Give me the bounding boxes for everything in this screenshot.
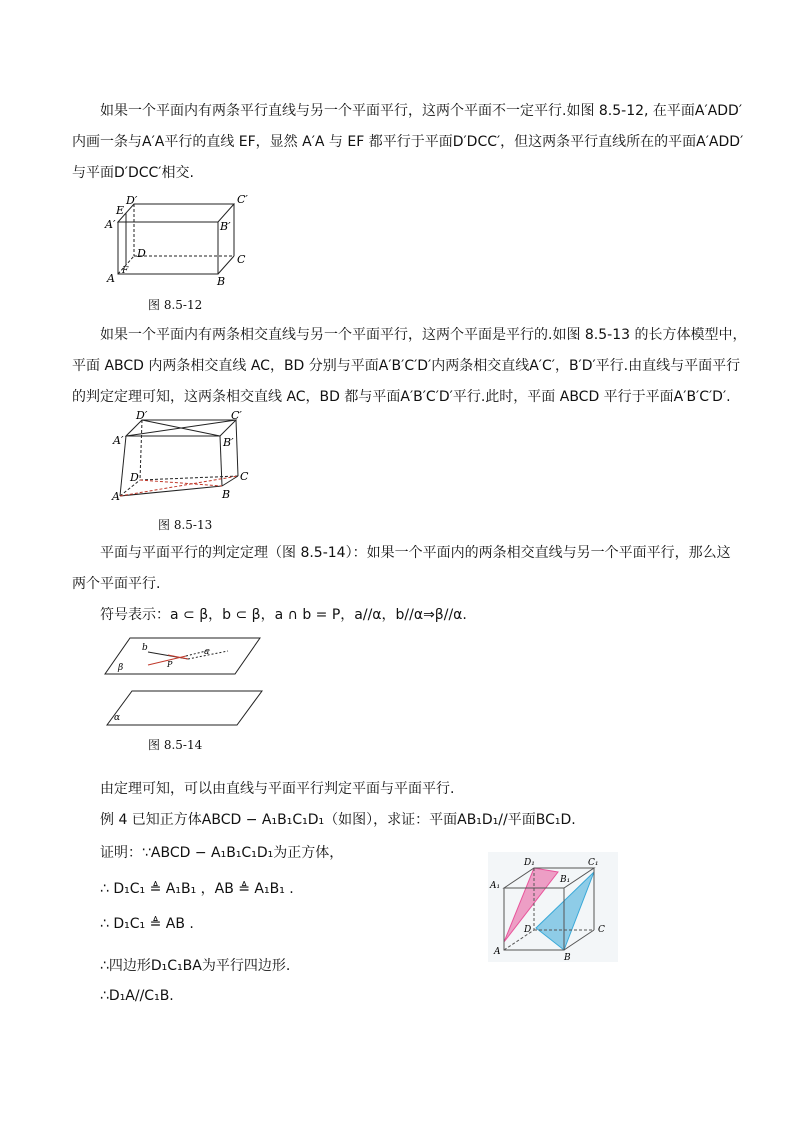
label-F: F (122, 266, 129, 276)
figure-8-5-14-caption: 图 8.5-14 (148, 738, 203, 752)
label-A1: A′ (113, 434, 124, 447)
para1-line3: 与平面D′DCC′相交. (72, 165, 194, 181)
figure-8-5-14 (100, 632, 270, 740)
proof-line-4: ∴四边形D₁C₁BA为平行四边形. (100, 958, 291, 974)
label-C1: C′ (237, 193, 248, 206)
label-A1: A₁ (490, 881, 501, 891)
label-D: D (137, 247, 146, 260)
label-C1: C′ (231, 410, 242, 422)
label-A: A (107, 272, 115, 285)
label-B1: B′ (220, 220, 231, 233)
label-D: D (524, 925, 532, 935)
label-C: C (237, 253, 246, 266)
label-D1: D′ (136, 410, 148, 422)
label-E: E (116, 204, 125, 217)
para2-line2: 平面 ABCD 内两条相交直线 AC，BD 分别与平面A′B′C′D′内两条相交直线A′C′，B′D′平行.由直线与平面平行 (72, 358, 741, 374)
figure-8-5-12-caption: 图 8.5-12 (148, 298, 203, 312)
figure-8-5-13-caption: 图 8.5-13 (158, 518, 213, 532)
label-B: B (564, 953, 571, 962)
label-C1: C₁ (588, 858, 599, 868)
label-B: B (222, 488, 231, 501)
proof-line-3: ∴ D₁C₁ ≜ AB . (100, 916, 194, 932)
label-D: D (130, 471, 139, 484)
proof-line-2: ∴ D₁C₁ ≜ A₁B₁ ，AB ≜ A₁B₁ . (100, 881, 294, 897)
proof-line-5: ∴D₁A//C₁B. (100, 988, 174, 1004)
conclusion-text: 由定理可知，可以由直线与平面平行判定平面与平面平行. (100, 781, 455, 797)
para2-line1: 如果一个平面内有两条相交直线与另一个平面平行，这两个平面是平行的.如图 8.5-13 的长方体模型中， (100, 327, 747, 343)
symbol-line: 符号表示：a ⊂ β，b ⊂ β，a ∩ b = P，a//α，b//α⇒β//α. (100, 607, 467, 623)
label-D1: D₁ (524, 858, 535, 868)
label-A: A (494, 947, 501, 957)
label-C: C (240, 470, 249, 483)
proof-line-1: 证明：∵ABCD − A₁B₁C₁D₁为正方体， (100, 845, 344, 861)
para1-line1: 如果一个平面内有两条平行直线与另一个平面平行，这两个平面不一定平行.如图 8.5-12, 在平面A′ADD′ (100, 103, 743, 119)
label-b: b (142, 643, 148, 653)
label-D1: D′ (126, 194, 138, 207)
cube-figure (488, 852, 618, 962)
figure-8-5-13 (110, 410, 260, 505)
label-beta: β (118, 663, 124, 673)
para3-line2: 两个平面平行. (72, 576, 161, 592)
para3-line1: 平面与平面平行的判定定理（图 8.5-14）：如果一个平面内的两条相交直线与另一个平面平行，那么这 (100, 545, 731, 561)
label-B1: B₁ (560, 875, 571, 885)
label-a: a (204, 647, 210, 657)
figure-8-5-12 (100, 190, 260, 295)
para2-line3: 的判定定理可知，这两条相交直线 AC，BD 都与平面A′B′C′D′平行.此时，平面 ABCD 平行于平面A′B′C′D′. (72, 389, 731, 405)
label-P: P (167, 660, 173, 669)
label-A: A (112, 490, 120, 503)
label-A1: A′ (105, 218, 116, 231)
para1-line2: 内画一条与A′A平行的直线 EF，显然 A′A 与 EF 都平行于平面D′DCC′，但这两条平行直线所在的平面A′ADD′ (72, 134, 744, 150)
cube-figure-container (488, 852, 618, 962)
label-B: B (217, 275, 226, 288)
example-4: 例 4 已知正方体ABCD − A₁B₁C₁D₁（如图），求证：平面AB₁D₁//平面BC₁D. (100, 812, 576, 828)
label-C: C (598, 925, 605, 935)
label-B1: B′ (223, 436, 234, 449)
label-alpha: α (114, 713, 121, 723)
